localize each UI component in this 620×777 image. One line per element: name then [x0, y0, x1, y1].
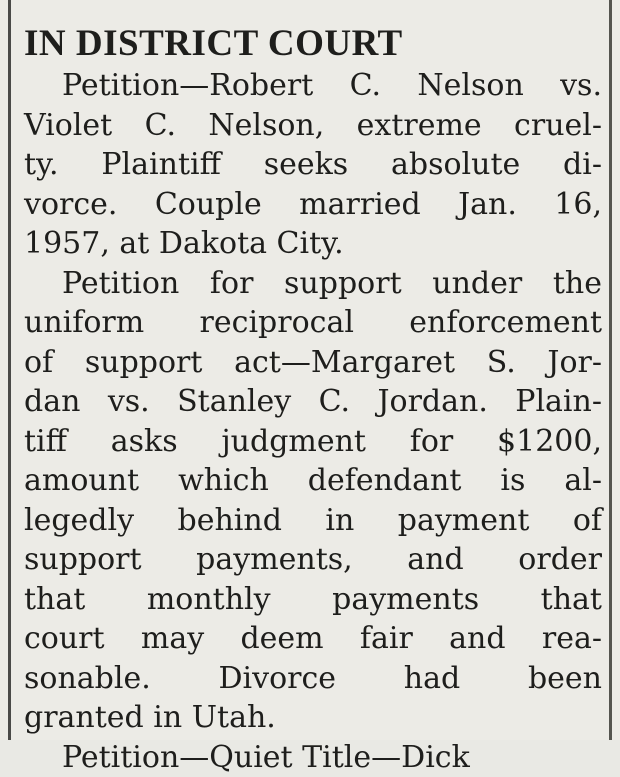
text-line: amount which defendant is al- — [24, 463, 602, 498]
column-rule-right — [609, 0, 612, 740]
text-line: vorce. Couple married Jan. 16, — [24, 186, 602, 222]
text-line: support payments, and order — [24, 542, 602, 577]
text-line: Petition—Robert C. Nelson vs. — [62, 68, 602, 103]
paragraph-nelson-petition — [24, 66, 602, 264]
article-column — [24, 22, 602, 775]
text-line: court may deem fair and rea- — [24, 621, 602, 656]
text-line: dan vs. Stanley C. Jordan. Plain- — [24, 384, 602, 419]
text-line: Petition for support under the — [62, 265, 602, 301]
cut-off-next-item: Petition—Quiet Title—Dick — [62, 739, 470, 775]
text-line: uniform reciprocal enforcement — [24, 305, 602, 340]
text-line: sonable. Divorce had been — [24, 660, 602, 696]
text-line: that monthly payments that — [24, 581, 602, 617]
column-rule-left — [8, 0, 11, 740]
text-line: granted in Utah. — [24, 700, 276, 735]
text-line: Violet C. Nelson, extreme cruel- — [24, 107, 602, 143]
paragraph-jordan-petition — [24, 264, 602, 738]
text-line: of support act—Margaret S. Jor- — [24, 344, 602, 380]
text-line: legedly behind in payment of — [24, 502, 602, 538]
article-headline: IN DISTRICT COURT — [24, 23, 403, 64]
text-line: tiff asks judgment for $1200, — [24, 423, 602, 459]
text-line: ty. Plaintiff seeks absolute di- — [24, 147, 602, 182]
text-line: 1957, at Dakota City. — [24, 226, 344, 261]
